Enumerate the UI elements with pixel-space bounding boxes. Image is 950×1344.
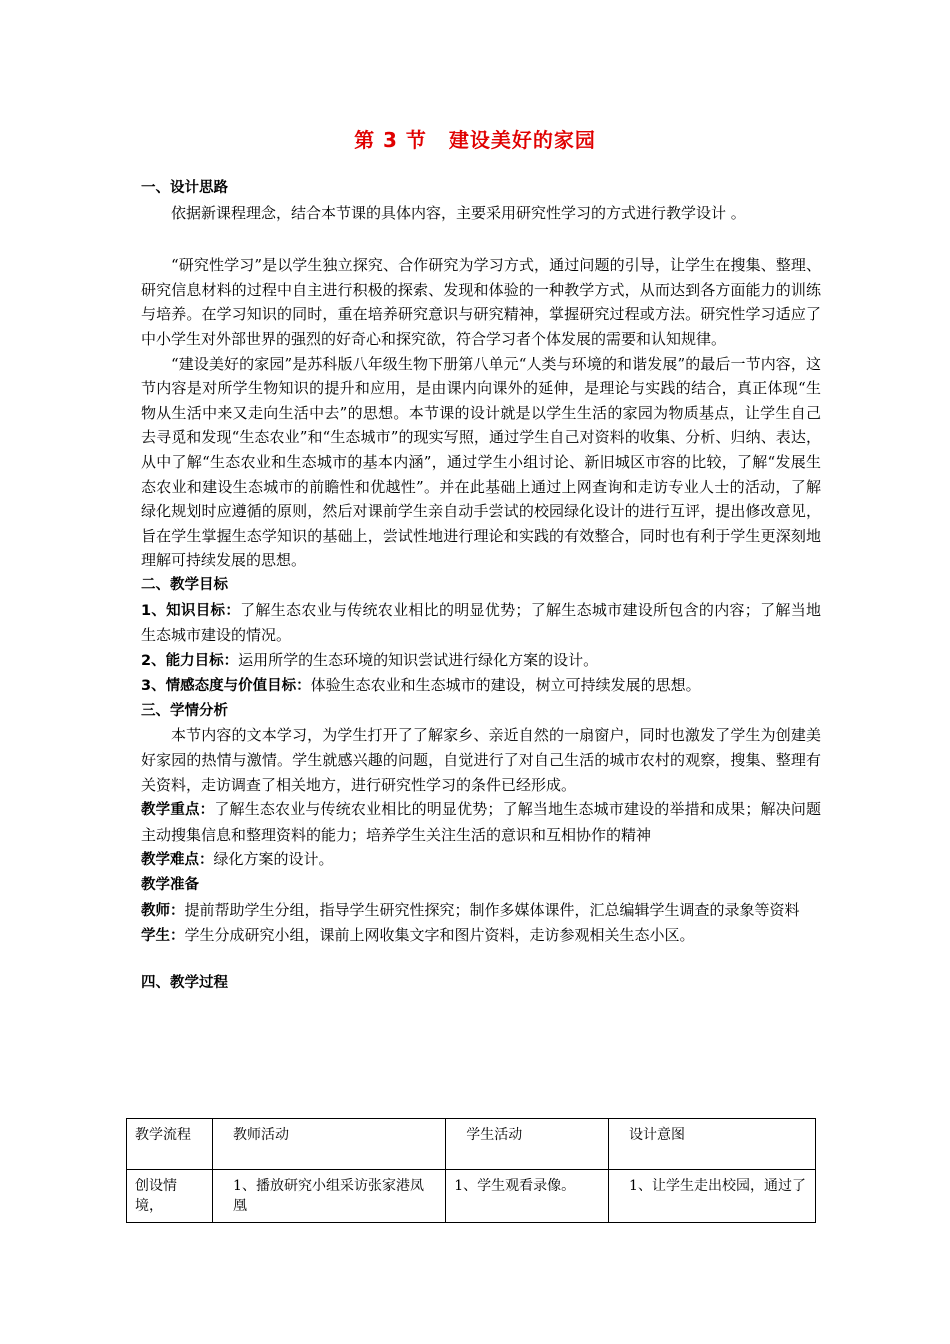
objective-item: [141, 673, 821, 699]
table-row: [127, 1170, 816, 1223]
teaching-focus: [141, 797, 821, 847]
paragraph: “研究性学习”是以学生独立探究、合作研究为学习方式，通过问题的引导，让学生在搜集、整理、研究信息材料的过程中自主进行积极的探索、发现和体验的一种教学方式，从而达到各方面能力的训练与培养。在学习知识的同时，重在培养研究意识与研究精神，掌握研究过程或方法。研究性学习适应了中小学生对外部世界的强烈的好奇心和探究欲，符合学习者个体发展的需要和认知规律。: [141, 256, 821, 348]
focus-text: 了解生态农业与传统农业相比的明显优势；了解当地生态城市建设的举措和成果；解决问题主动搜集信息和整理资料的能力；培养学生关注生活的意识和互相协作的精神: [141, 800, 821, 844]
table-header-cell: 教学流程: [127, 1119, 213, 1170]
table-header-cell: 设计意图: [609, 1119, 816, 1170]
paragraph: “建设美好的家园”是苏科版八年级生物下册第八单元“人类与环境的和谐发展”的最后一节内容，这节内容是对所学生物知识的提升和应用，是由课内向课外的延伸，是理论与实践的结合，真正体现“生物从生活中来又走向生活中去”的思想。本节课的设计就是以学生生活的家园为物质基点，让学生自己去寻觅和发现“生态农业”和“生态城市”的现实写照，通过学生自己对资料的收集、分析、归纳、表达，从中了解“生态农业和生态城市的基本内涵”，通过学生小组讨论、新旧城区市容的比较，了解“发展生态农业和建设生态城市的前瞻性和优越性”。并在此基础上通过上网查询和走访专业人士的活动，了解绿化规划时应遵循的原则，然后对课前学生亲自动手尝试的校园绿化设计的进行互评，提出修改意见，旨在学生掌握生态学知识的基础上，尝试性地进行理论和实践的有效整合，同时也有利于学生更深刻地理解可持续发展的思想。: [141, 354, 821, 570]
objective-label: 1、知识目标：: [141, 602, 241, 619]
teaching-difficulty: [141, 847, 821, 873]
table-header-row: [127, 1119, 816, 1170]
student-prep: [141, 923, 821, 949]
section-heading-process: 四、教学过程: [141, 974, 228, 991]
section-heading-design: 一、设计思路: [141, 180, 228, 196]
teacher-label: 教师：: [141, 902, 185, 919]
table-cell: 1、学生观看录像。: [446, 1170, 609, 1223]
title-section-number: 第 3 节: [354, 128, 427, 152]
page-title: [0, 124, 950, 153]
preparation-heading: 教学准备: [141, 877, 199, 894]
teacher-prep: [141, 898, 821, 924]
section-heading-objectives: 二、教学目标: [141, 576, 228, 593]
objective-text: 了解生态农业与传统农业相比的明显优势；了解生态城市建设所包含的内容；了解当地生态城市建设的情况。: [141, 600, 821, 645]
objective-item: [141, 598, 821, 648]
paragraph: 依据新课程理念，结合本节课的具体内容，主要采用研究性学习的方式进行教学设计 。: [171, 203, 746, 222]
section-heading-analysis: 三、学情分析: [141, 702, 228, 719]
table-cell: 1、播放研究小组采访张家港凤凰: [213, 1170, 446, 1223]
table-cell: 创设情境，: [127, 1170, 213, 1223]
student-text: 学生分成研究小组，课前上网收集文字和图片资料，走访参观相关生态小区。: [184, 926, 695, 945]
table-cell: 1、让学生走出校园，通过了: [609, 1170, 816, 1223]
objective-text: 运用所学的生态环境的知识尝试进行绿化方案的设计。: [238, 650, 599, 669]
paragraph: 本节内容的文本学习，为学生打开了了解家乡、亲近自然的一扇窗户，同时也激发了学生为创建美好家园的热情与激情。学生就感兴趣的问题，自觉进行了对自己生活的城市农村的观察，搜集、整理有关资料，走访调查了相关地方，进行研究性学习的条件已经形成。: [141, 726, 821, 794]
objective-label: 3、情感态度与价值目标：: [141, 678, 311, 695]
focus-label: 教学重点：: [141, 802, 215, 819]
table-header-cell: 学生活动: [446, 1119, 609, 1170]
objective-item: [141, 648, 821, 674]
student-label: 学生：: [141, 928, 185, 945]
teacher-text: 提前帮助学生分组，指导学生研究性探究；制作多媒体课件，汇总编辑学生调查的录象等资料: [184, 900, 800, 919]
difficulty-text: 绿化方案的设计。: [213, 850, 334, 869]
table-header-cell: 教师活动: [213, 1119, 446, 1170]
difficulty-label: 教学难点：: [141, 852, 214, 869]
document-body: [141, 176, 821, 995]
objective-label: 2、能力目标：: [141, 652, 239, 669]
objective-text: 体验生态农业和生态城市的建设，树立可持续发展的思想。: [310, 676, 701, 695]
process-table: [126, 1118, 816, 1223]
title-text: 建设美好的家园: [448, 128, 596, 152]
